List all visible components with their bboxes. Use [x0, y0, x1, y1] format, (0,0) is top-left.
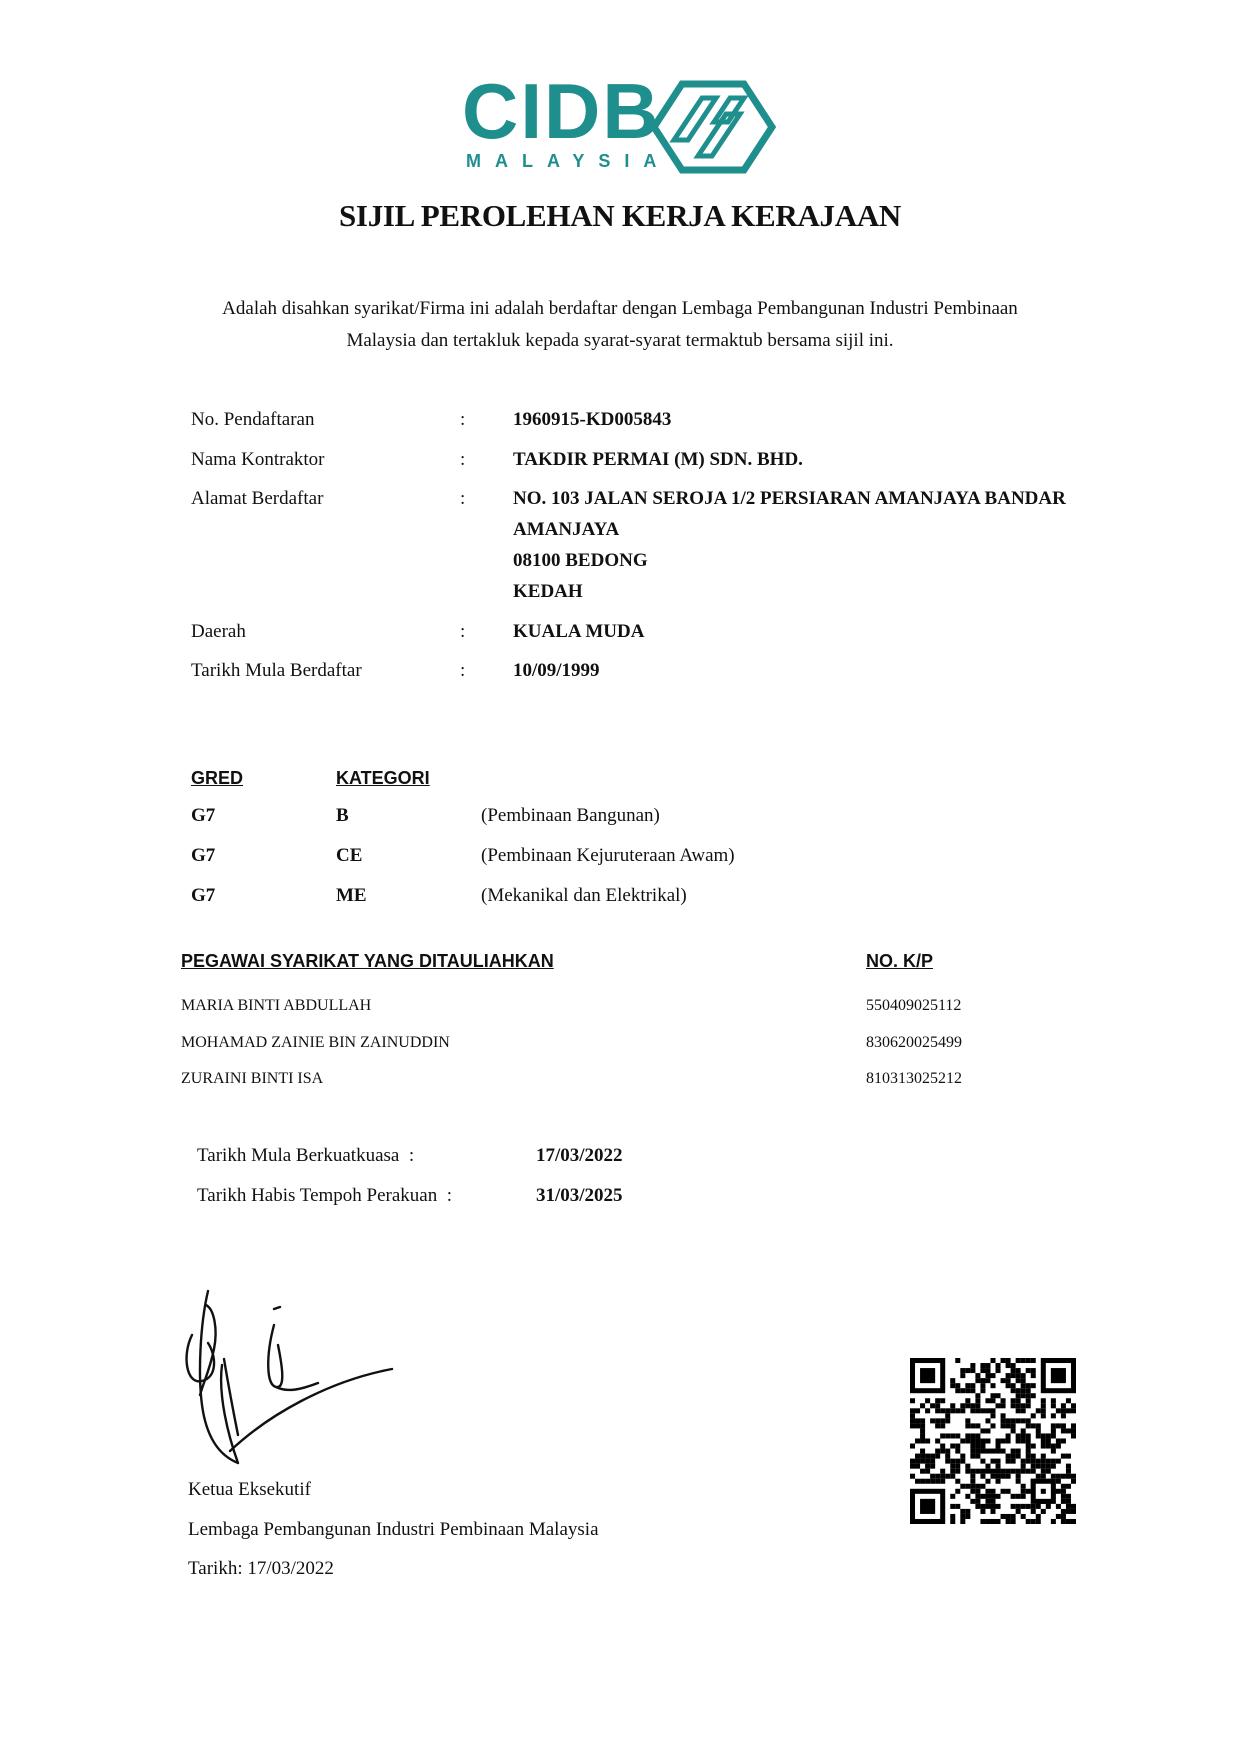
category-header: KATEGORI — [336, 768, 430, 788]
officer-id: 830620025499 — [866, 1034, 962, 1051]
category-cell: B — [336, 805, 349, 826]
signature-date: Tarikh: 17/03/2022 — [188, 1558, 334, 1579]
colon: : — [460, 660, 466, 681]
grade-cell: G7 — [191, 845, 216, 866]
district-value: KUALA MUDA — [513, 621, 645, 642]
contractor-label: Nama Kontraktor — [191, 449, 325, 470]
signature-icon — [178, 1285, 408, 1475]
officer-name: MOHAMAD ZAINIE BIN ZAINUDDIN — [181, 1034, 450, 1051]
address-label: Alamat Berdaftar — [191, 488, 324, 509]
expiry-date-value: 31/03/2025 — [536, 1185, 623, 1206]
expiry-date-label: Tarikh Habis Tempoh Perakuan : — [197, 1185, 453, 1206]
contractor-value: TAKDIR PERMAI (M) SDN. BHD. — [513, 449, 803, 470]
grade-cell: G7 — [191, 885, 216, 906]
start-date-value: 10/09/1999 — [513, 660, 600, 681]
address-line-4: KEDAH — [513, 581, 583, 602]
signatory-organization: Lembaga Pembangunan Industri Pembinaan Malaysia — [188, 1519, 599, 1540]
officers-name-header: PEGAWAI SYARIKAT YANG DITAULIAHKAN — [181, 951, 554, 971]
address-line-2: AMANJAYA — [513, 519, 620, 540]
officers-id-header: NO. K/P — [866, 951, 934, 971]
certificate-title: SIJIL PEROLEHAN KERJA KERAJAAN — [338, 198, 902, 233]
start-date-label: Tarikh Mula Berdaftar — [191, 660, 362, 681]
intro-line-2: Malaysia dan tertakluk kepada syarat-syarat termaktub bersama sijil ini. — [346, 330, 894, 351]
district-label: Daerah — [191, 621, 246, 642]
intro-line-1: Adalah disahkan syarikat/Firma ini adalah berdaftar dengan Lembaga Pembangunan Industri Pembinaan — [222, 298, 1018, 319]
officer-name: ZURAINI BINTI ISA — [181, 1070, 324, 1087]
address-line-3: 08100 BEDONG — [513, 550, 648, 571]
logo-wordmark: CIDB — [462, 67, 661, 155]
qr-code-icon — [910, 1358, 1076, 1524]
colon: : — [460, 621, 466, 642]
category-description: (Pembinaan Kejuruteraan Awam) — [481, 845, 735, 866]
effective-date-label: Tarikh Mula Berkuatkuasa : — [197, 1145, 415, 1166]
grade-cell: G7 — [191, 805, 216, 826]
logo-subtitle: MALAYSIA — [466, 151, 671, 171]
officer-id: 550409025112 — [866, 997, 962, 1014]
colon: : — [460, 488, 466, 509]
address-line-1: NO. 103 JALAN SEROJA 1/2 PERSIARAN AMANJAYA BANDAR — [513, 488, 1066, 509]
grade-header: GRED — [191, 768, 244, 788]
colon: : — [460, 409, 466, 430]
officer-name: MARIA BINTI ABDULLAH — [181, 997, 372, 1014]
category-description: (Mekanikal dan Elektrikal) — [481, 885, 687, 906]
category-cell: ME — [336, 885, 367, 906]
reg-no-value: 1960915-KD005843 — [513, 409, 672, 430]
colon: : — [460, 449, 466, 470]
officer-id: 810313025212 — [866, 1070, 962, 1087]
category-description: (Pembinaan Bangunan) — [481, 805, 660, 826]
signatory-title: Ketua Eksekutif — [188, 1479, 311, 1500]
effective-date-value: 17/03/2022 — [536, 1145, 623, 1166]
reg-no-label: No. Pendaftaran — [191, 409, 315, 430]
cidb-hexagon-mark-icon — [652, 80, 776, 174]
category-cell: CE — [336, 845, 363, 866]
